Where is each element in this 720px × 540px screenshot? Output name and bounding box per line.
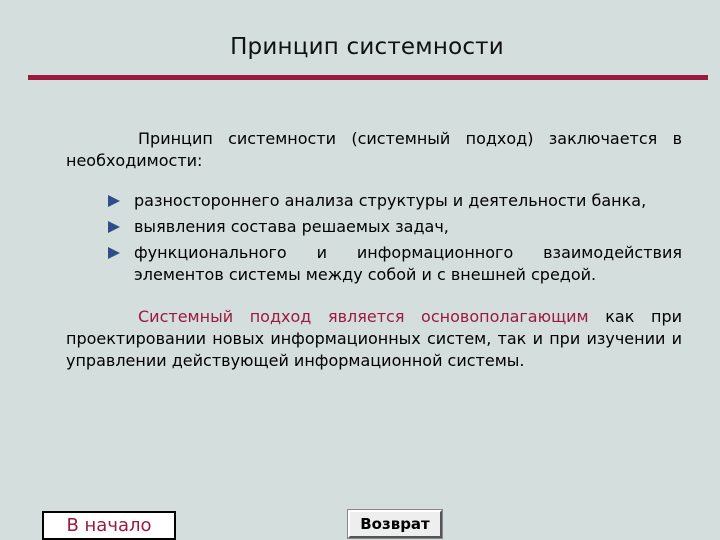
triangle-right-icon — [108, 195, 120, 207]
page-title: Принцип системности — [230, 34, 504, 60]
triangle-right-icon — [108, 221, 120, 233]
list-item-text: функционального и информационного взаимодействия элементов системы между собой и с внешней средой. — [134, 243, 682, 284]
back-button[interactable]: Возврат — [348, 510, 442, 538]
list-item — [66, 190, 682, 212]
list-item — [66, 242, 682, 286]
highlighted-text: Системный подход является основополагающим — [138, 307, 589, 326]
list-item — [66, 216, 682, 238]
list-item-text: разностороннего анализа структуры и деятельности банка, — [134, 191, 647, 210]
conclusion-paragraph — [66, 306, 682, 372]
triangle-right-icon — [108, 247, 120, 259]
home-button[interactable]: В начало — [42, 511, 176, 540]
intro-paragraph: Принцип системности (системный подход) заключается в необходимости: — [66, 129, 682, 170]
title-divider — [28, 75, 708, 80]
main-content — [66, 128, 682, 372]
paragraph-text: как при проектировании новых информационных систем, так и при изучении и управлении действующей информационной системы. — [66, 307, 683, 370]
bullet-list — [66, 190, 682, 286]
list-item-text: выявления состава решаемых задач, — [134, 217, 449, 236]
